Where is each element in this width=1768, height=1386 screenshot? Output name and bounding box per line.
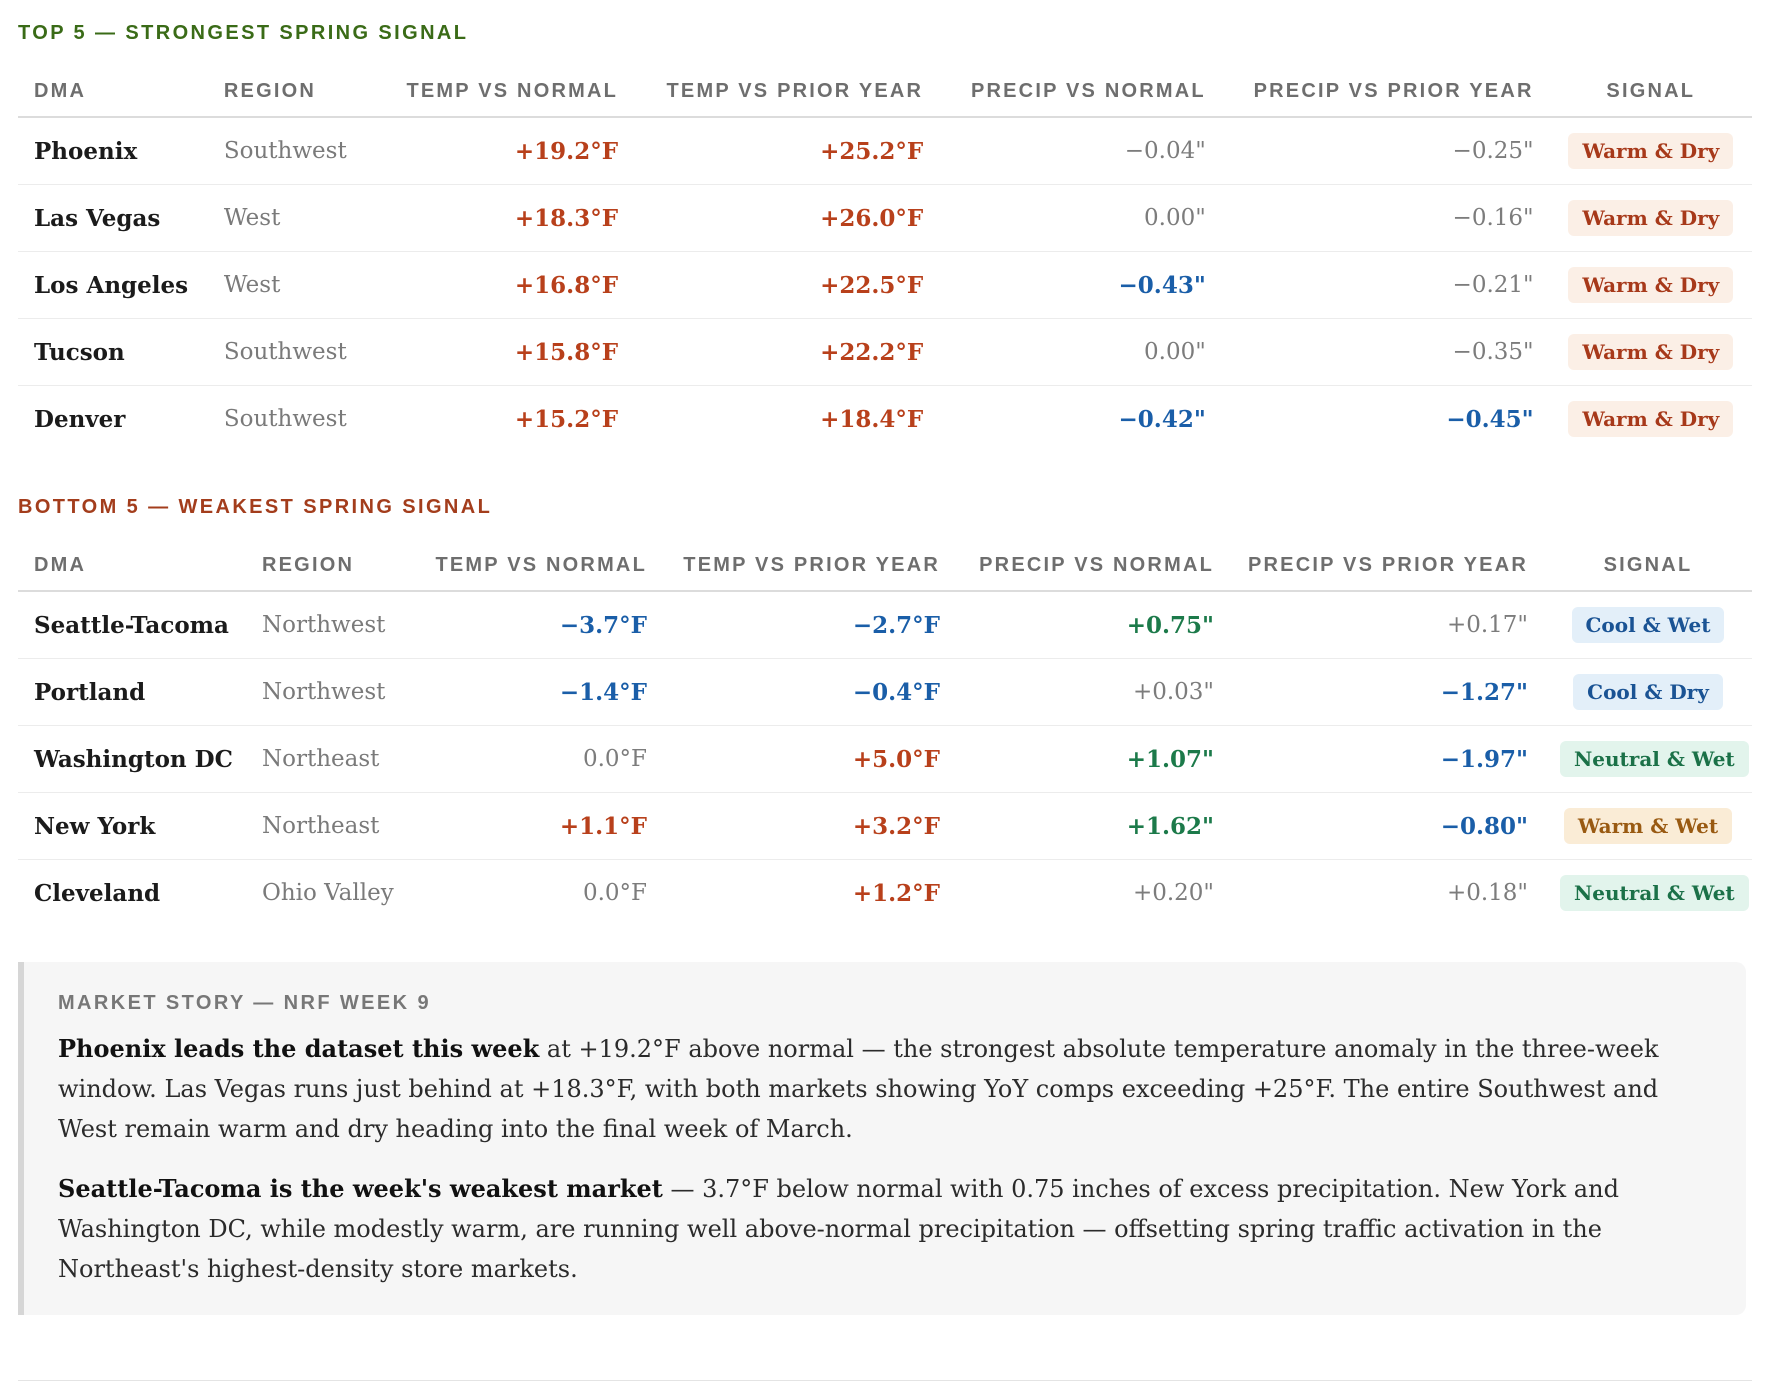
region-cell: West <box>208 252 378 319</box>
table-row[interactable] <box>18 860 1752 927</box>
temp-prior-cell: +22.5°F <box>634 252 939 319</box>
dma-cell: Los Angeles <box>18 252 208 319</box>
precip-normal-cell: 0.00" <box>939 185 1222 252</box>
temp-prior-cell: +25.2°F <box>634 117 939 185</box>
precip-prior-cell: −0.45" <box>1446 405 1534 433</box>
signal-badge: Warm & Dry <box>1568 133 1733 169</box>
col-header-precip-vs-normal[interactable]: PRECIP VS NORMAL <box>939 66 1222 117</box>
temp-prior-cell: +3.2°F <box>663 793 956 860</box>
dma-cell: Cleveland <box>34 879 161 907</box>
region-cell: West <box>208 185 378 252</box>
precip-normal-cell: +1.62" <box>956 793 1230 860</box>
col-header-signal[interactable]: SIGNAL <box>1544 540 1752 591</box>
table-row[interactable] <box>18 793 1752 860</box>
table-row[interactable] <box>18 252 1752 319</box>
table-header-row <box>18 66 1752 117</box>
temp-prior-cell: −2.7°F <box>663 591 956 659</box>
signal-badge: Warm & Dry <box>1568 401 1733 437</box>
precip-normal-cell: −0.04" <box>939 117 1222 185</box>
table-row[interactable] <box>18 319 1752 386</box>
col-header-dma[interactable]: DMA <box>18 66 208 117</box>
dma-cell: Tucson <box>18 319 208 386</box>
signal-cell <box>1550 117 1752 185</box>
dma-cell: Las Vegas <box>18 185 208 252</box>
temp-normal-cell: +18.3°F <box>377 185 634 252</box>
dma-cell: Phoenix <box>18 117 208 185</box>
table-row[interactable] <box>18 117 1752 185</box>
precip-prior-cell: −1.27" <box>1230 659 1544 726</box>
region-cell: Southwest <box>208 319 378 386</box>
precip-prior-cell: −0.21" <box>1222 252 1550 319</box>
col-header-precip-vs-prior-year[interactable]: PRECIP VS PRIOR YEAR <box>1222 66 1550 117</box>
market-story-panel <box>18 962 1746 1315</box>
dma-cell: Denver <box>34 405 126 433</box>
market-story-label: MARKET STORY — NRF WEEK 9 <box>58 992 431 1014</box>
signal-badge: Warm & Dry <box>1568 267 1733 303</box>
market-story-paragraph <box>58 1169 1712 1289</box>
region-cell: Southwest <box>208 117 378 185</box>
col-header-temp-vs-prior-year[interactable]: TEMP VS PRIOR YEAR <box>634 66 939 117</box>
signal-cell <box>1550 185 1752 252</box>
precip-normal-cell: +0.03" <box>956 659 1230 726</box>
signal-cell <box>1544 726 1752 793</box>
precip-prior-cell: −1.97" <box>1230 726 1544 793</box>
temp-normal-cell: +15.8°F <box>377 319 634 386</box>
top5-section-title: TOP 5 — STRONGEST SPRING SIGNAL <box>18 22 469 44</box>
precip-normal-cell: +0.75" <box>956 591 1230 659</box>
market-story-lead: Phoenix leads the dataset this week <box>58 1034 540 1063</box>
precip-prior-cell: −0.16" <box>1222 185 1550 252</box>
signal-cell <box>1550 319 1752 386</box>
table-row[interactable] <box>18 726 1752 793</box>
table-row[interactable] <box>18 185 1752 252</box>
signal-badge: Warm & Dry <box>1568 334 1733 370</box>
dma-cell: New York <box>18 793 246 860</box>
precip-prior-cell: +0.18" <box>1446 880 1528 906</box>
precip-prior-cell: −0.80" <box>1230 793 1544 860</box>
temp-prior-cell: +22.2°F <box>634 319 939 386</box>
table-row[interactable] <box>18 591 1752 659</box>
signal-badge: Neutral & Wet <box>1560 741 1749 777</box>
signal-badge: Warm & Wet <box>1564 808 1732 844</box>
temp-prior-cell: +5.0°F <box>663 726 956 793</box>
market-story-body: — 3.7°F below normal with 0.75 inches of excess precipitation. New York and Washington DC, while modestly warm, are running well above-normal precipitation — offsetting spring traffic activation in the Northeast's highest-density store markets. <box>58 1175 1619 1283</box>
region-cell: Northeast <box>246 726 418 793</box>
precip-normal-cell: +1.07" <box>956 726 1230 793</box>
page-divider <box>18 1380 1752 1381</box>
temp-normal-cell: −1.4°F <box>418 659 663 726</box>
precip-normal-cell: +0.20" <box>1132 880 1214 906</box>
signal-badge: Neutral & Wet <box>1560 875 1749 911</box>
col-header-temp-vs-normal[interactable]: TEMP VS NORMAL <box>377 66 634 117</box>
col-header-region[interactable]: REGION <box>246 540 418 591</box>
col-header-temp-vs-normal[interactable]: TEMP VS NORMAL <box>418 540 663 591</box>
signal-cell <box>1544 659 1752 726</box>
temp-prior-cell: −0.4°F <box>663 659 956 726</box>
precip-normal-cell: −0.42" <box>1118 405 1206 433</box>
table-row[interactable] <box>18 386 1752 453</box>
signal-cell <box>1544 591 1752 659</box>
temp-normal-cell: +19.2°F <box>377 117 634 185</box>
temp-normal-cell: −3.7°F <box>418 591 663 659</box>
col-header-dma[interactable]: DMA <box>18 540 246 591</box>
temp-prior-cell: +18.4°F <box>820 405 924 433</box>
market-story-paragraph <box>58 1029 1712 1149</box>
dma-cell: Portland <box>18 659 246 726</box>
temp-normal-cell: 0.0°F <box>582 880 647 906</box>
signal-badge: Cool & Wet <box>1572 607 1725 643</box>
precip-normal-cell: −0.43" <box>939 252 1222 319</box>
signal-badge: Warm & Dry <box>1568 200 1733 236</box>
temp-prior-cell: +26.0°F <box>634 185 939 252</box>
signal-cell <box>1550 252 1752 319</box>
region-cell: Southwest <box>223 406 347 432</box>
table-row[interactable] <box>18 659 1752 726</box>
col-header-signal[interactable]: SIGNAL <box>1550 66 1752 117</box>
market-story-lead: Seattle-Tacoma is the week's weakest market <box>58 1174 663 1203</box>
region-cell: Northwest <box>246 591 418 659</box>
market-story-body: at +19.2°F above normal — the strongest absolute temperature anomaly in the three-week window. Las Vegas runs just behind at +18.3°F, with both markets showing YoY comps exceeding +25°F. The entire Southwest and West remain warm and dry heading into the final week of March. <box>58 1035 1659 1143</box>
signal-cell <box>1550 386 1752 453</box>
precip-normal-cell: 0.00" <box>939 319 1222 386</box>
temp-normal-cell: 0.0°F <box>418 726 663 793</box>
col-header-precip-vs-normal[interactable]: PRECIP VS NORMAL <box>956 540 1230 591</box>
top5-table <box>18 66 1752 452</box>
col-header-temp-vs-prior-year[interactable]: TEMP VS PRIOR YEAR <box>663 540 956 591</box>
temp-prior-cell: +1.2°F <box>852 879 940 907</box>
temp-normal-cell: +16.8°F <box>377 252 634 319</box>
signal-badge: Cool & Dry <box>1573 674 1723 710</box>
precip-prior-cell: −0.35" <box>1222 319 1550 386</box>
region-cell: Ohio Valley <box>262 880 394 906</box>
precip-prior-cell: +0.17" <box>1230 591 1544 659</box>
region-cell: Northeast <box>246 793 418 860</box>
table-header-row <box>18 540 1752 591</box>
temp-normal-cell: +1.1°F <box>418 793 663 860</box>
dma-cell: Washington DC <box>18 726 246 793</box>
signal-cell <box>1544 793 1752 860</box>
dma-cell: Seattle-Tacoma <box>18 591 246 659</box>
precip-prior-cell: −0.25" <box>1222 117 1550 185</box>
region-cell: Northwest <box>246 659 418 726</box>
temp-normal-cell: +15.2°F <box>514 405 619 433</box>
col-header-region[interactable]: REGION <box>208 66 378 117</box>
bottom5-table <box>18 540 1752 926</box>
col-header-precip-vs-prior-year[interactable]: PRECIP VS PRIOR YEAR <box>1230 540 1544 591</box>
bottom5-section-title: BOTTOM 5 — WEAKEST SPRING SIGNAL <box>18 496 493 518</box>
signal-cell <box>1544 860 1752 927</box>
